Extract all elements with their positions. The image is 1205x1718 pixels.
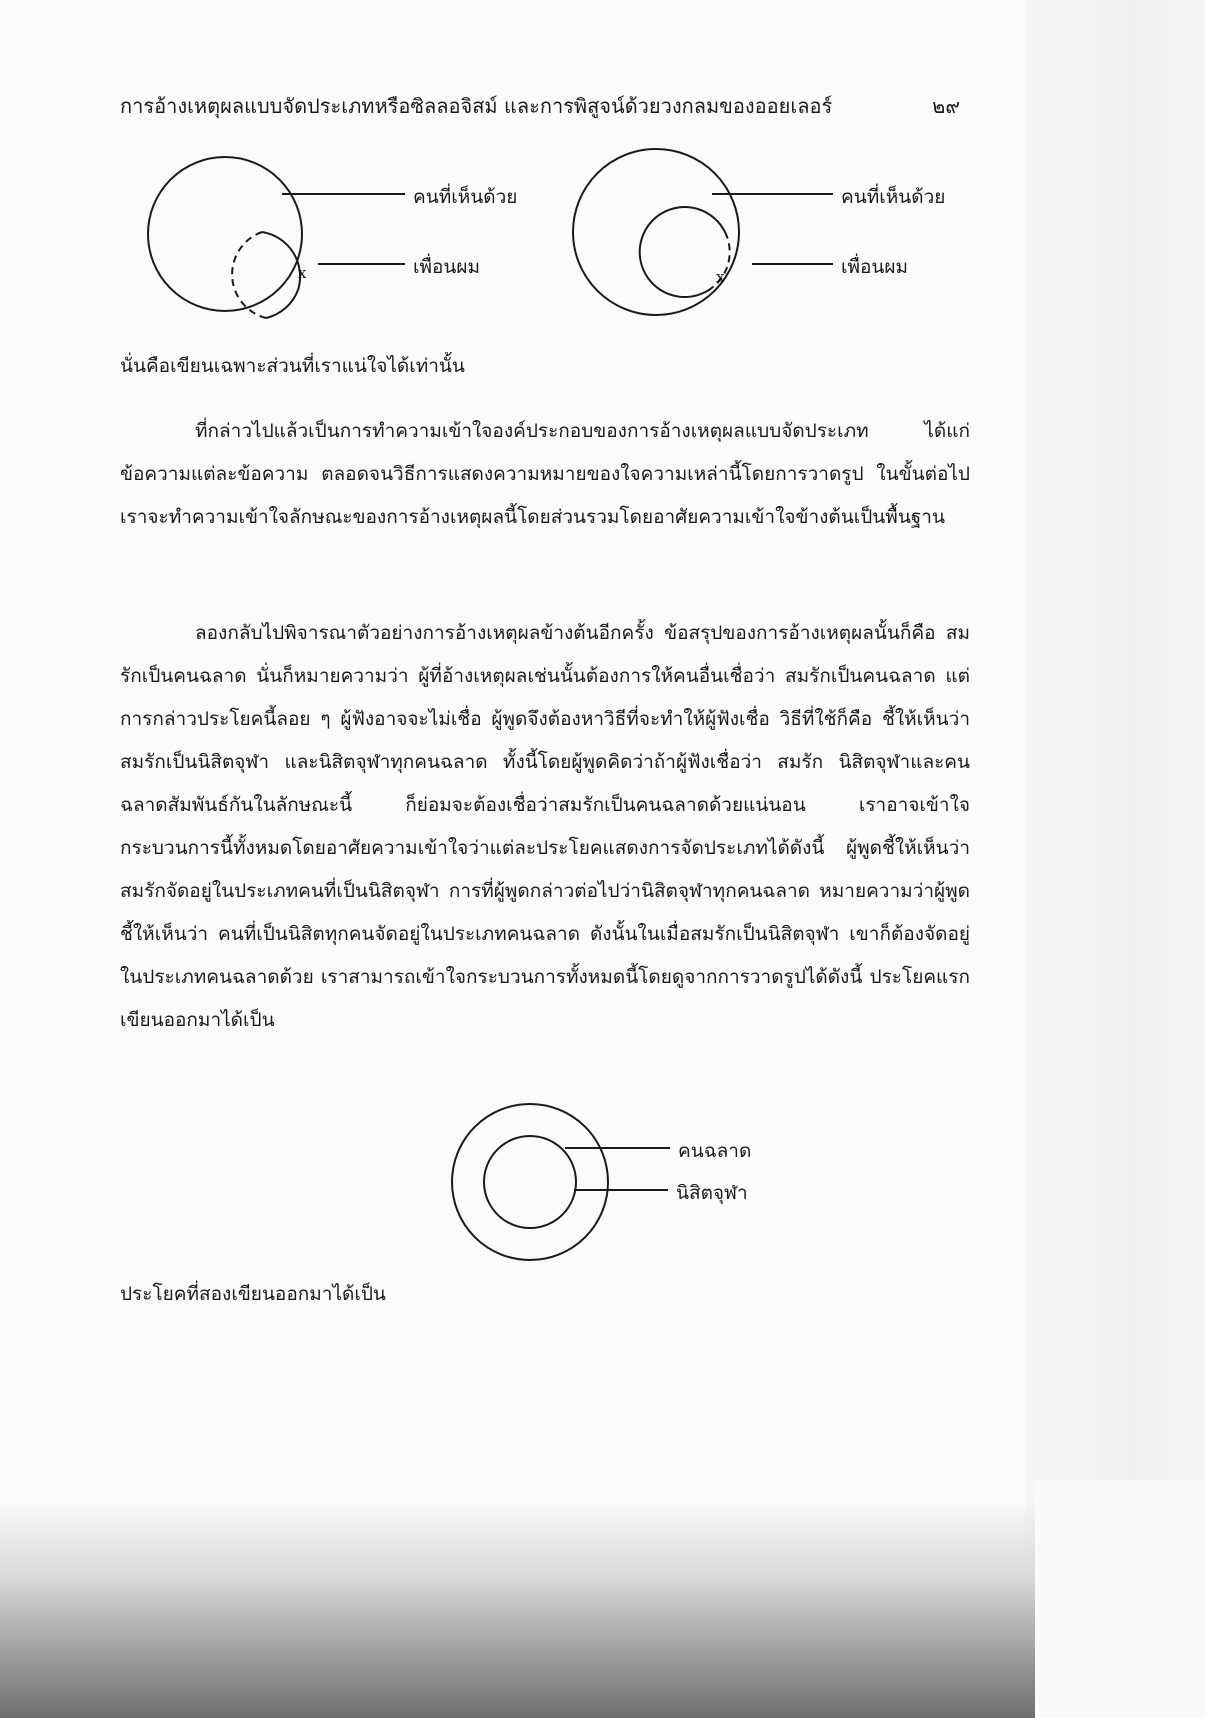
right-euler-diagram — [573, 149, 833, 315]
left-inner-circle-dashed — [232, 232, 266, 318]
diagram-caption: นั่นคือเขียนเฉพาะส่วนที่เราแน่ใจได้เท่านั้น — [120, 355, 465, 377]
left-inner-circle-lower — [266, 290, 298, 318]
bottom-label-outer: คนฉลาด — [678, 1140, 752, 1162]
page-number: ๒๙ — [932, 94, 960, 118]
bottom-inner-circle — [484, 1136, 576, 1228]
right-inner-circle-solid — [640, 207, 725, 297]
right-label-inner: เพื่อนผม — [841, 256, 909, 278]
left-euler-diagram — [148, 157, 405, 318]
right-label-outer: คนที่เห็นด้วย — [841, 186, 946, 208]
bottom-euler-diagram — [452, 1104, 670, 1260]
paragraph-2 — [120, 612, 970, 1042]
closing-line: ประโยคที่สองเขียนออกมาได้เป็น — [120, 1283, 386, 1305]
bottom-label-inner: นิสิตจุฬา — [676, 1182, 748, 1204]
paragraph-1-text: ที่กล่าวไปแล้วเป็นการทำความเข้าใจองค์ประกอบของการอ้างเหตุผลแบบจัดประเภท ได้แก่ ข้อความแต่ละข้อความ ตลอดจนวิธีการแสดงความหมายของใจความเหล่านี้โดยการวาดรูป ในขั้นต่อไปเราจะทำความเข้าใจลักษณะของการอ้างเหตุผลนี้โดยส่วนรวมโดยอาศัยความเข้าใจข้างต้นเป็นพื้นฐาน — [120, 420, 970, 528]
right-x-mark: x — [716, 268, 725, 286]
left-label-outer: คนที่เห็นด้วย — [413, 186, 518, 208]
left-x-mark: x — [298, 264, 307, 282]
left-label-inner: เพื่อนผม — [413, 256, 481, 278]
bottom-outer-circle — [452, 1104, 608, 1260]
left-inner-circle-solid — [262, 232, 300, 290]
header-title: การอ้างเหตุผลแบบจัดประเภทหรือซิลลอจิสม์ และการพิสูจน์ด้วยวงกลมของออยเลอร์ — [120, 94, 833, 118]
left-outer-circle — [148, 157, 302, 311]
paragraph-2-text: ลองกลับไปพิจารณาตัวอย่างการอ้างเหตุผลข้างต้นอีกครั้ง ข้อสรุปของการอ้างเหตุผลนั้นก็คือ สมรักเป็นคนฉลาด นั่นก็หมายความว่า ผู้ที่อ้างเหตุผลเช่นนั้นต้องการให้คนอื่นเชื่อว่า สมรักเป็นคนฉลาด แต่การกล่าวประโยคนี้ลอย ๆ ผู้ฟังอาจจะไม่เชื่อ ผู้พูดจึงต้องหาวิธีที่จะทำให้ผู้ฟังเชื่อ วิธีที่ใช้ก็คือ ชี้ให้เห็นว่าสมรักเป็นนิสิตจุฬา และนิสิตจุฬาทุกคนฉลาด ทั้งนี้โดยผู้พูดคิดว่าถ้าผู้ฟังเชื่อว่า สมรัก นิสิตจุฬาและคนฉลาดสัมพันธ์กันในลักษณะนี้ ก็ย่อมจะต้องเชื่อว่าสมรักเป็นคนฉลาดด้วยแน่นอน เราอาจเข้าใจกระบวนการนี้ทั้งหมดโดยอาศัยความเข้าใจว่าแต่ละประโยคแสดงการจัดประเภทได้ดังนี้ ผู้พูดชี้ให้เห็นว่าสมรักจัดอยู่ในประเภทคนที่เป็นนิสิตจุฬา การที่ผู้พูดกล่าวต่อไปว่านิสิตจุฬาทุกคนฉลาด หมายความว่าผู้พูดชี้ให้เห็นว่า คนที่เป็นนิสิตทุกคนจัดอยู่ในประเภทคนฉลาด ดังนั้นในเมื่อสมรักเป็นนิสิตจุฬา เขาก็ต้องจัดอยู่ในประเภทคนฉลาดด้วย เราสามารถเข้าใจกระบวนการทั้งหมดนี้โดยดูจากการวาดรูปได้ดังนี้ ประโยคแรกเขียนออกมาได้เป็น — [120, 622, 970, 1031]
right-outer-circle — [573, 149, 739, 315]
paragraph-1 — [120, 410, 970, 539]
